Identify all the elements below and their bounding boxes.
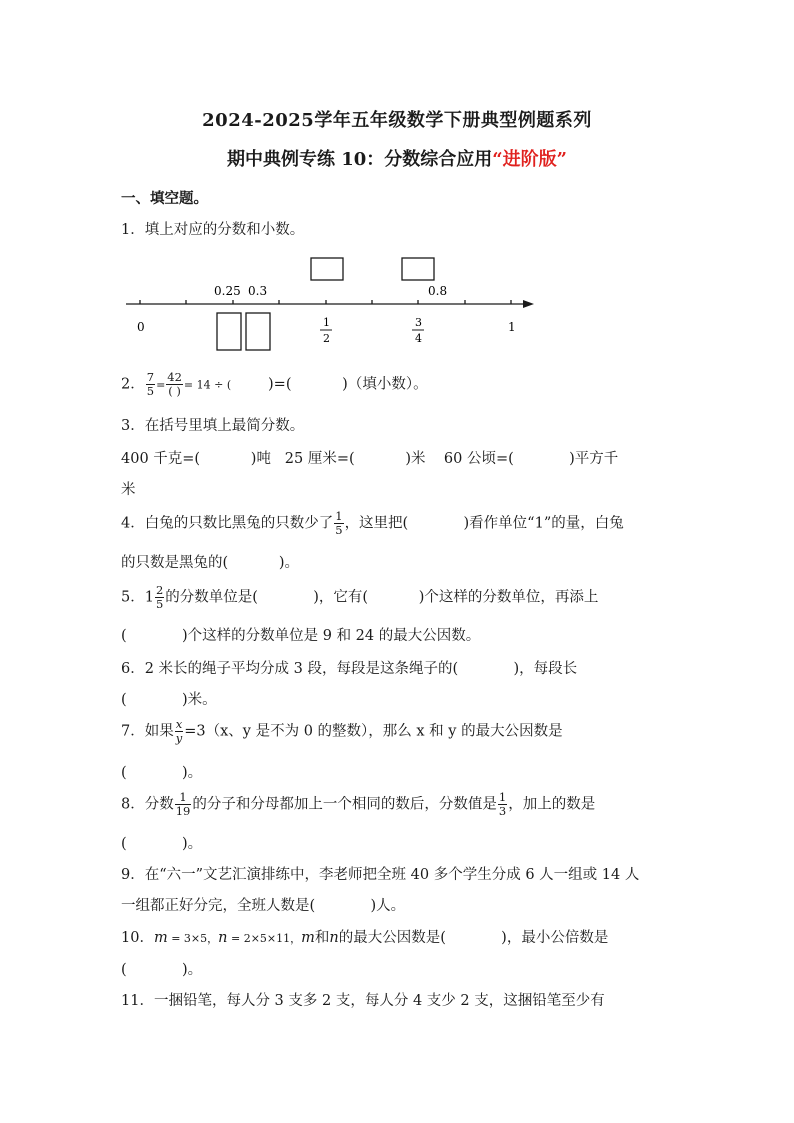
page-title: 2024-2025学年五年级数学下册典型例题系列 (202, 110, 592, 131)
question-1: 1．填上对应的分数和小数。 (121, 222, 305, 238)
question-7: 7．如果 $\frac{x}{y}$ =3（x、y 是不为 0 的整数），那么 x 和 y 的最大公因数是 (121, 717, 563, 745)
number-line-figure (120, 255, 550, 355)
equals: = (156, 378, 166, 392)
label-0: 0 (137, 320, 145, 334)
fraction: $\frac{7}{5}$ (146, 370, 155, 398)
svg-text:3: 3 (415, 316, 422, 329)
question-5: 5．1 $\frac{2}{5}$ 的分数单位是( )，它有( )个这样的分数单位，再添上 (121, 583, 599, 611)
answer-box[interactable] (402, 258, 434, 280)
q2-rest: )=( )（填小数）。 (231, 376, 428, 393)
section-heading: 一、填空题。 (121, 190, 208, 207)
question-10: 10．m = 3×5，n = 2×5×11，m和n的最大公因数是( )，最小公倍数是 (121, 930, 609, 946)
fraction-half (320, 316, 332, 345)
fraction: $\frac{x}{y}$ (175, 717, 183, 745)
question-9-line2: 一组都正好分完，全班人数是( )人。 (121, 898, 406, 914)
svg-text:4: 4 (415, 332, 422, 345)
question-4: 4．白兔的只数比黑兔的只数少了 $\frac{1}{5}$ ，这里把( )看作单位“1”的量，白兔 (121, 509, 624, 537)
label-1: 1 (508, 320, 516, 334)
fraction: $\frac{1}{5}$ (335, 509, 343, 537)
question-11: 11．一捆铅笔，每人分 3 支多 2 支，每人分 4 支少 2 支，这捆铅笔至少有 (121, 993, 605, 1009)
subtitle-highlight: “进阶版” (492, 149, 568, 170)
q2-division: = 14 ÷ ( (183, 378, 232, 392)
question-9: 9．在“六一”文艺汇演排练中，李老师把全班 40 多个学生分成 6 人一组或 14 人 (121, 867, 640, 883)
question-8: 8．分数 $\frac{1}{19}$ 的分子和分母都加上一个相同的数后，分数值是 $\frac{1}{3}$ ，加上的数是 (121, 790, 596, 818)
q2-number: 2． (121, 376, 145, 393)
label-0-8: 0.8 (428, 284, 448, 298)
fraction: $\frac{1}{3}$ (498, 790, 507, 818)
question-8-line2: ( )。 (121, 836, 203, 852)
question-5-line2: ( )个这样的分数单位是 9 和 24 的最大公因数。 (121, 628, 481, 644)
fraction: $\frac{1}{19}$ (175, 790, 191, 818)
answer-box[interactable] (217, 313, 241, 350)
svg-text:1: 1 (323, 316, 330, 329)
question-10-line2: ( )。 (121, 962, 203, 978)
question-7-line2: ( )。 (121, 765, 203, 781)
label-0-3: 0.3 (248, 284, 268, 298)
question-6: 6．2 米长的绳子平均分成 3 段，每段是这条绳子的( )，每段长 (121, 661, 578, 677)
axis-arrow (523, 300, 534, 308)
fraction-three-quarters (412, 316, 424, 345)
question-6-line2: ( )米。 (121, 692, 217, 708)
question-2 (121, 372, 428, 397)
svg-text:2: 2 (323, 332, 330, 345)
question-4-line2: 的只数是黑兔的( )。 (121, 555, 300, 571)
question-3-blanks: 400 千克=( )吨 25 厘米=( )米 60 公顷=( )平方千 (121, 451, 619, 467)
subtitle-text: 期中典例专练 10：分数综合应用 (226, 149, 493, 170)
fraction: $\frac{42}{( )}$ (167, 370, 182, 398)
fraction: $\frac{2}{5}$ (155, 583, 164, 611)
answer-box[interactable] (246, 313, 270, 350)
question-3: 3．在括号里填上最简分数。 (121, 418, 305, 434)
answer-box[interactable] (311, 258, 343, 280)
question-3-wrap: 米 (121, 482, 136, 498)
number-line (126, 284, 534, 345)
label-0-25: 0.25 (214, 284, 241, 298)
page-subtitle (0, 145, 794, 171)
